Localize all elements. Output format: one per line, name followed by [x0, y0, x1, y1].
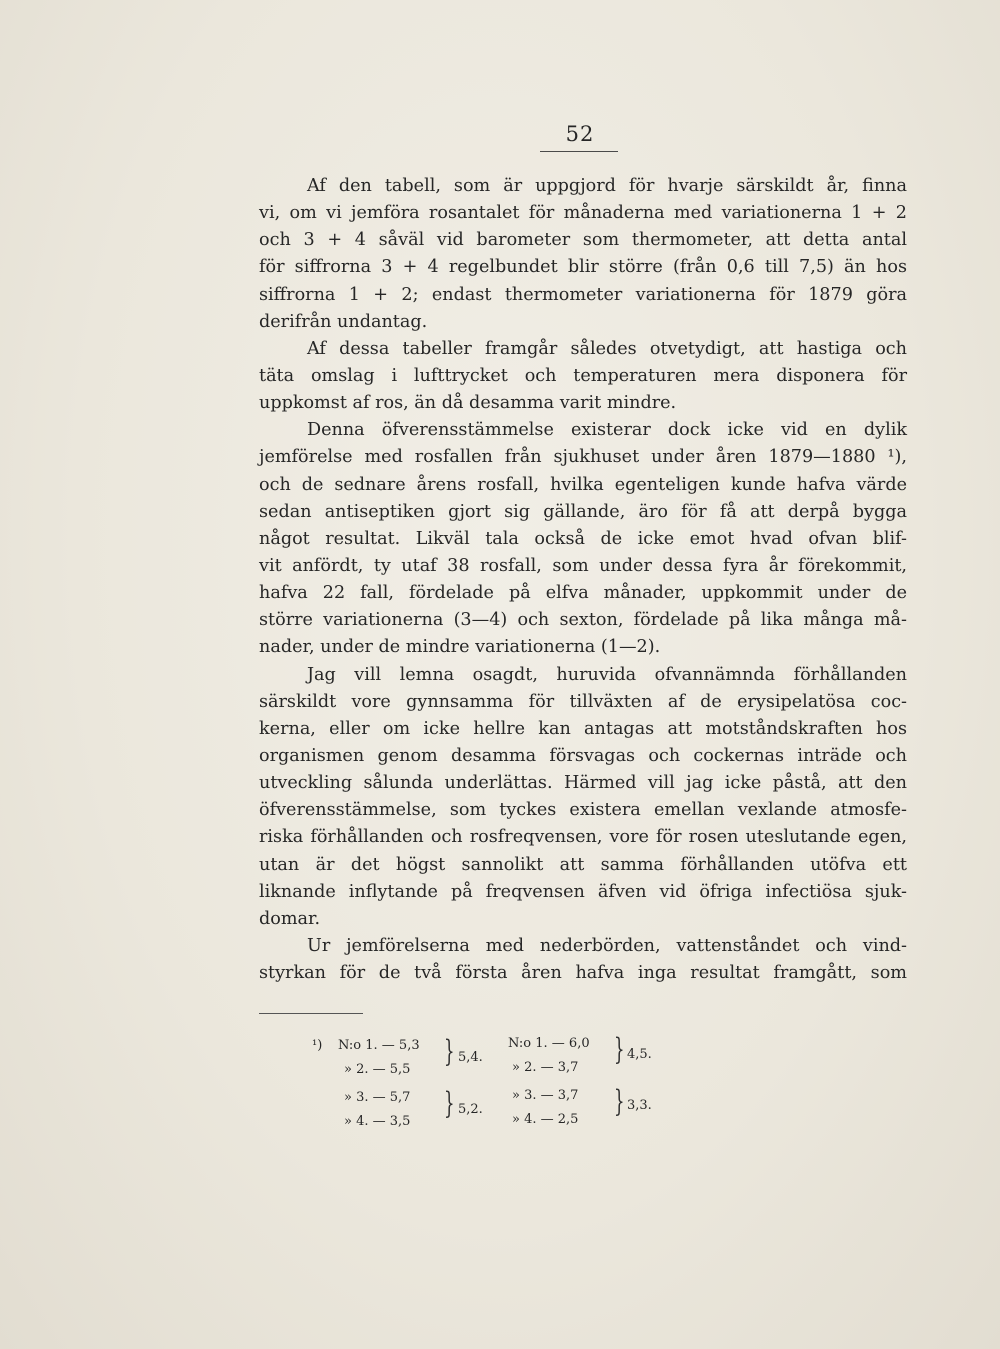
- text-line: hafva 22 fall, fördelade på elfva månader, uppkommit under de: [259, 583, 907, 604]
- text-line: siffrorna 1 + 2; endast thermometer variationerna för 1879 göra: [259, 284, 907, 305]
- footnote-left-sum: 5,4.: [458, 1050, 483, 1065]
- text-line: derifrån undantag.: [259, 311, 428, 332]
- page-number-rule: [540, 151, 618, 152]
- brace-icon: }: [444, 1086, 455, 1121]
- text-line: öfverensstämmelse, som tyckes existera emellan vexlande atmosfe-: [259, 800, 907, 821]
- text-line: vi, om vi jemföra rosantalet för månaderna med variationerna 1 + 2: [259, 203, 907, 224]
- text-line: täta omslag i lufttrycket och temperaturen mera disponera för: [259, 365, 907, 386]
- footnote-right-row: » 3. — 3,7: [512, 1088, 579, 1103]
- text-line: kerna, eller om icke hellre kan antagas att motståndskraften hos: [259, 718, 907, 739]
- footnote-rule: [259, 1013, 363, 1014]
- text-line: utan är det högst sannolikt att samma förhållanden utöfva ett: [259, 854, 907, 875]
- text-line: särskildt vore gynnsamma för tillväxten af de erysipelatösa coc-: [259, 691, 907, 712]
- footnote-right-row: » 4. — 2,5: [512, 1112, 579, 1127]
- footnote-left-row: » 4. — 3,5: [344, 1114, 411, 1129]
- text-line: Denna öfverensstämmelse existerar dock icke vid en dylik: [307, 420, 907, 441]
- text-line: sedan antiseptiken gjort sig gällande, äro för få att derpå bygga: [259, 501, 907, 522]
- text-line: Ur jemförelserna med nederbörden, vattenståndet och vind-: [307, 935, 907, 956]
- text-line: Af dessa tabeller framgår således otvetydigt, att hastiga och: [307, 338, 907, 359]
- page-number: 52: [565, 122, 595, 146]
- footnote-right-sum: 3,3.: [627, 1098, 652, 1113]
- text-line: organismen genom desamma försvagas och cockernas inträde och: [259, 745, 907, 766]
- text-line: vit anfördt, ty utaf 38 rosfall, som under dessa fyra år förekommit,: [259, 555, 907, 576]
- text-line: för siffrorna 3 + 4 regelbundet blir större (från 0,6 till 7,5) än hos: [259, 257, 907, 278]
- text-line: uppkomst af ros, än då desamma varit mindre.: [259, 393, 677, 414]
- text-line: domar.: [259, 908, 321, 929]
- footnote-left-sum: 5,2.: [458, 1102, 483, 1117]
- text-line: något resultat. Likväl tala också de icke emot hvad ofvan blif-: [259, 528, 907, 549]
- brace-icon: }: [614, 1032, 625, 1067]
- text-line: och 3 + 4 såväl vid barometer som thermometer, att detta antal: [259, 230, 907, 251]
- text-line: liknande inflytande på freqvensen äfven vid öfriga infectiösa sjuk-: [259, 881, 907, 902]
- footnote-left-row: » 3. — 5,7: [344, 1090, 411, 1105]
- text-line: styrkan för de två första åren hafva inga resultat framgått, som: [259, 963, 907, 984]
- text-line: riska förhållanden och rosfreqvensen, vore för rosen uteslutande egen,: [259, 827, 907, 848]
- text-line: och de sednare årens rosfall, hvilka egenteligen kunde hafva värde: [259, 474, 907, 495]
- text-line: jemförelse med rosfallen från sjukhuset under åren 1879—1880 ¹),: [259, 447, 907, 468]
- footnote-right-sum: 4,5.: [627, 1047, 652, 1062]
- text-line: större variationerna (3—4) och sexton, fördelade på lika många må-: [259, 610, 907, 631]
- footnote-left-row: N:o 1. — 5,3: [338, 1038, 420, 1053]
- footnote-left-row: » 2. — 5,5: [344, 1062, 411, 1077]
- text-line: utveckling sålunda underlättas. Härmed vill jag icke påstå, att den: [259, 773, 907, 794]
- body-text: [259, 173, 907, 987]
- footnote-right-row: N:o 1. — 6,0: [508, 1036, 590, 1051]
- text-line: Af den tabell, som är uppgjord för hvarje särskildt år, finna: [307, 176, 907, 196]
- brace-icon: }: [444, 1034, 455, 1069]
- text-line: Jag vill lemna osagdt, huruvida ofvannämnda förhållanden: [307, 664, 907, 685]
- text-line: nader, under de mindre variationerna (1—2).: [259, 637, 661, 658]
- footnote-marker: ¹): [312, 1038, 323, 1053]
- brace-icon: }: [614, 1084, 625, 1119]
- footnote-right-row: » 2. — 3,7: [512, 1060, 579, 1075]
